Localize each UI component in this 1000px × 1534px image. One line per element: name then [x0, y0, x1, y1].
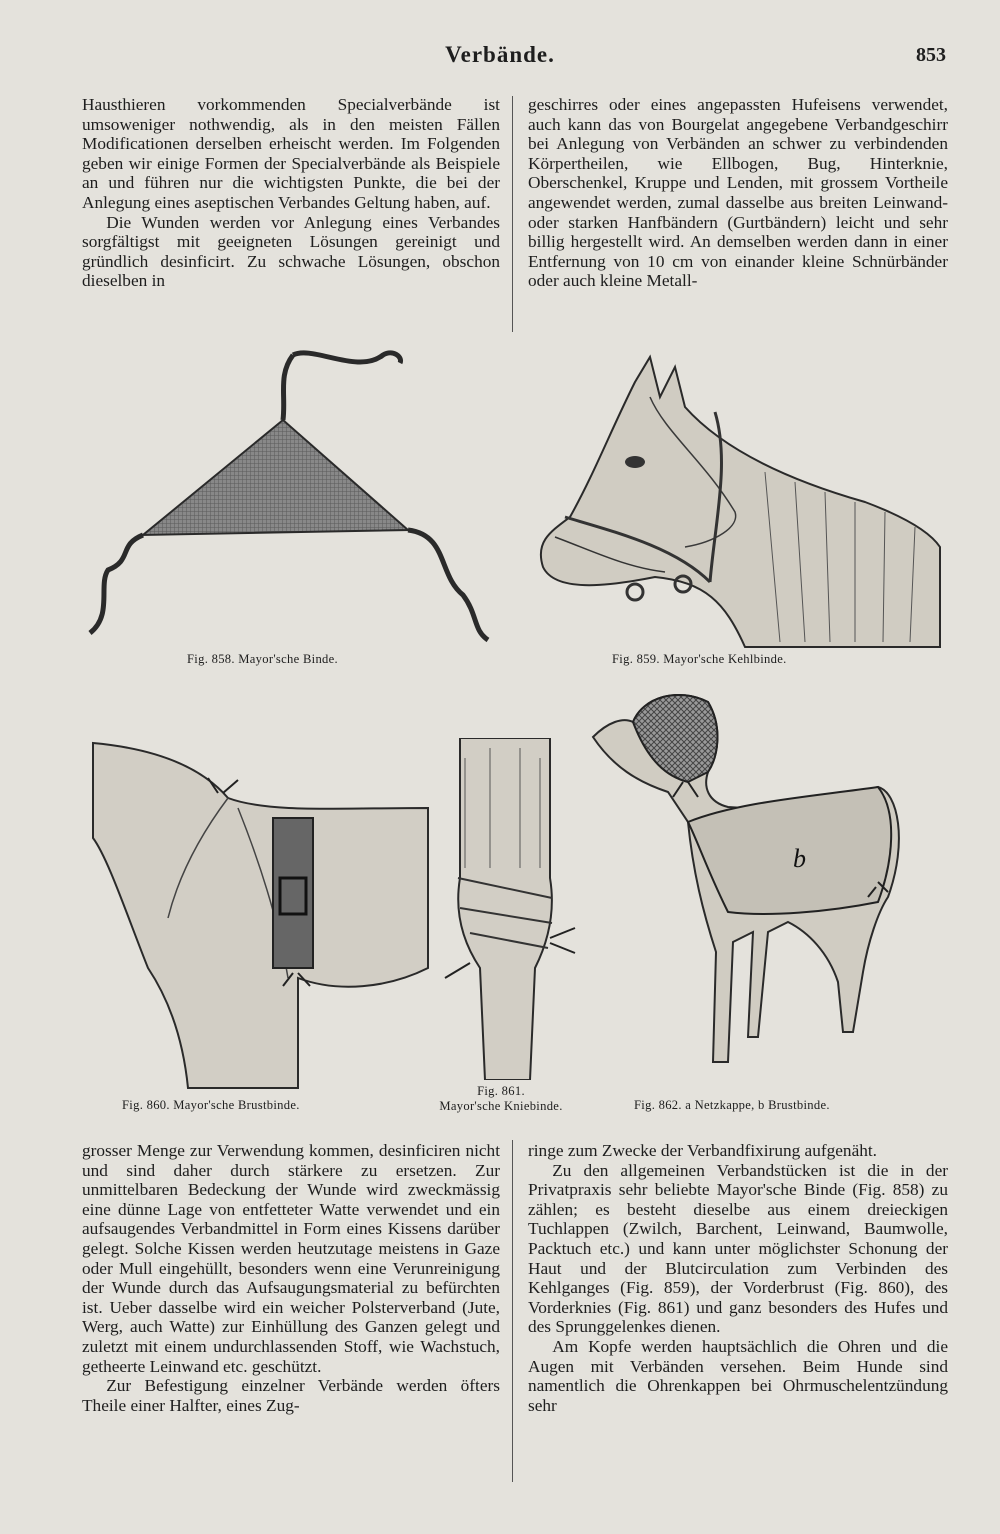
page-title: Verbände.: [445, 42, 555, 67]
figure-858-caption: Fig. 858. Mayor'sche Binde.: [187, 652, 338, 666]
paragraph: grosser Menge zur Verwendung kommen, desinficiren nicht und sind daher durch stärkere zu ersetzen. Zur unmittelbaren Bedeckung der Wunde wird zweckmässig eine dünne Lage von entfetteter Watte verwendet und ein aufsaugendes Verbandmittel in Form eines Kissens darüber gelegt. Solche Kissen werden heutzutage meistens in Gaze oder Mull eingehüllt, besonders wenn eine Verunreinigung der Wunde durch das Aufsaugungsmaterial zu befürchten ist. Ueber dasselbe wird ein weicher Polsterverband (Jute, Werg, auch Watte) zur Einhüllung des Ganzen gelegt und zuletzt mit einem undurchlassenden Stoff, wie Wachstuch, getheerte Leinwand etc. geschützt.: [82, 1141, 500, 1376]
paragraph: Hausthieren vorkommenden Specialverbände ist umsoweniger nothwendig, als in den meisten Fällen Modificationen derselben erheischt werden. Im Folgenden geben wir einige Formen der Specialverbände als Beispiele an und führen nur die wichtigsten Punkte, die bei der Anlegung eines aseptischen Verbandes Geltung haben, auf.: [82, 95, 500, 212]
figure-859-horse-head: [535, 352, 945, 652]
paragraph: Die Wunden werden vor Anlegung eines Verbandes sorgfältigst mit geeigneten Lösungen gereinigt und gründlich desinficirt. Zu schwache Lösungen, obschon dieselben in: [82, 212, 500, 291]
label-b: b: [793, 844, 806, 873]
bottom-left-column: [82, 1141, 500, 1415]
top-right-column: [528, 95, 948, 291]
top-left-column: [82, 95, 500, 291]
column-divider-top: [512, 96, 513, 332]
figure-861-caption: [416, 1084, 586, 1114]
paragraph: Am Kopfe werden hauptsächlich die Ohren und die Augen mit Verbänden versehen. Beim Hunde sind namentlich die Ohrenkappen bei Ohrmuschelentzündung sehr: [528, 1336, 948, 1415]
page-number: 853: [916, 44, 946, 66]
bottom-right-column: [528, 1141, 948, 1415]
figure-858-triangle-bandage: [78, 335, 518, 650]
figure-861-knee-bandage: [440, 738, 580, 1080]
paragraph: geschirres oder eines angepassten Hufeisens verwendet, auch kann das von Bourgelat angegebene Verbandgeschirr bei Anlegung von Verbänden an schwer zu verbindenden Körpertheilen, wie Ellbogen, Bug, Hinterknie, Oberschenkel, Kruppe und Lenden, mit grossem Vortheile angewendet werden, zumal dasselbe aus breiten Leinwand- oder starken Hanfbändern (Gurtbändern) leicht und sehr billig hergestellt wird. An demselben werden dann in einer Entfernung von 10 cm von einander kleine Schnürbänder oder auch kleine Metall-: [528, 95, 948, 291]
paragraph: Zu den allgemeinen Verbandstücken ist die in der Privatpraxis sehr beliebte Mayor'sche Binde (Fig. 858) zu zählen; es besteht dieselbe aus einem dreieckigen Tuchlappen (Zwilch, Barchent, Leinwand, Baumwolle, Packtuch etc.) und kann unter möglichster Schonung der Haut und der Blutcirculation zum Verbinden des Kehlganges (Fig. 859), der Vorderbrust (Fig. 860), des Vorderknies (Fig. 861) und ganz besonders des Hufes und des Sprunggelenkes dienen.: [528, 1160, 948, 1337]
figure-861-caption-line2: Mayor'sche Kniebinde.: [439, 1099, 563, 1113]
column-divider-bottom: [512, 1140, 513, 1482]
figure-861-caption-line1: Fig. 861.: [477, 1084, 525, 1098]
paragraph: ringe zum Zwecke der Verbandfixirung aufgenäht.: [528, 1141, 878, 1160]
figure-860-caption: Fig. 860. Mayor'sche Brustbinde.: [122, 1098, 300, 1112]
figure-860-horse-chest: [88, 738, 433, 1090]
figure-862-caption: Fig. 862. a Netzkappe, b Brustbinde.: [634, 1098, 830, 1112]
figure-859-caption: Fig. 859. Mayor'sche Kehlbinde.: [612, 652, 787, 666]
paragraph: Zur Befestigung einzelner Verbände werden öfters Theile einer Halfter, eines Zug-: [82, 1376, 500, 1415]
figure-862-dog: [588, 682, 946, 1082]
